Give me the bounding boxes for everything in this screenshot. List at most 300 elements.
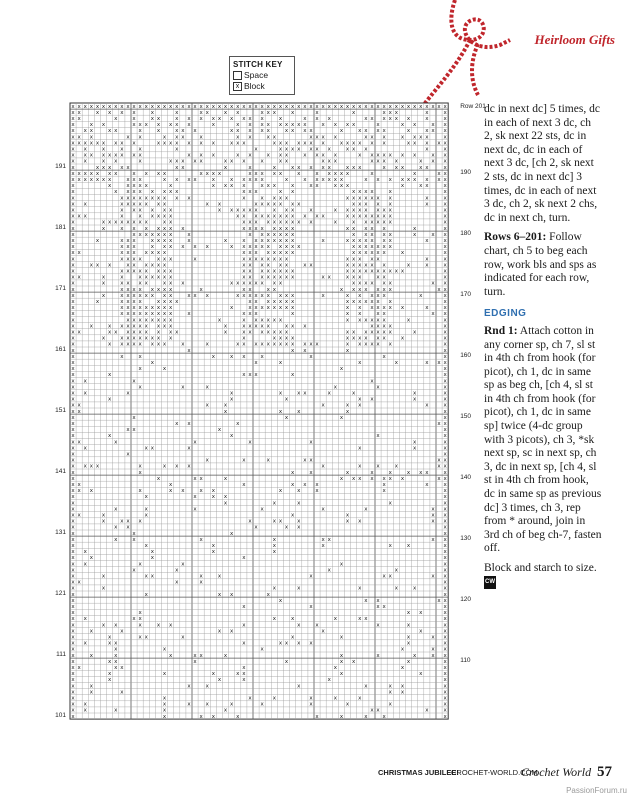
block-mark: x: [162, 311, 167, 318]
block-mark: x: [376, 622, 380, 629]
block-mark: x: [345, 347, 350, 354]
block-mark: x: [443, 616, 447, 623]
block-mark: x: [333, 207, 337, 214]
block-mark: x: [120, 689, 124, 696]
block-mark: x: [327, 158, 331, 165]
block-mark: x: [297, 640, 301, 647]
block-mark: x: [321, 402, 325, 409]
block-mark: x: [266, 109, 270, 116]
block-mark: x: [413, 652, 417, 659]
block-mark: x: [303, 122, 307, 129]
block-mark: x: [260, 195, 264, 202]
block-mark: x: [89, 128, 93, 135]
block-mark: x: [101, 622, 106, 629]
block-mark: x: [169, 274, 173, 281]
block-mark: x: [108, 372, 112, 379]
block-mark: x: [382, 140, 386, 147]
block-mark: x: [443, 530, 447, 537]
instructions-column: [484, 103, 602, 596]
block-mark: x: [370, 329, 374, 336]
block-mark: x: [120, 195, 124, 202]
block-mark: x: [162, 201, 167, 208]
block-mark: x: [132, 238, 136, 244]
block-mark: x: [199, 488, 203, 495]
block-mark: x: [114, 652, 118, 659]
block-mark: x: [260, 646, 264, 653]
block-mark: x: [132, 378, 136, 385]
block-mark: x: [120, 286, 124, 293]
block-mark: x: [71, 262, 75, 269]
block-mark: x: [443, 677, 447, 684]
block-mark: x: [406, 622, 411, 629]
block-mark: x: [260, 103, 264, 110]
block-mark: x: [358, 250, 362, 257]
block-mark: x: [284, 658, 289, 665]
block-mark: x: [223, 475, 228, 482]
block-mark: x: [138, 311, 142, 318]
block-mark: x: [364, 177, 368, 183]
block-mark: x: [242, 341, 246, 348]
block-mark: x: [114, 707, 118, 714]
block-mark: x: [382, 604, 386, 610]
block-mark: x: [370, 256, 374, 263]
block-mark: x: [126, 183, 130, 190]
block-mark: x: [230, 701, 234, 708]
block-mark: x: [132, 299, 136, 305]
block-mark: x: [77, 402, 81, 409]
block-mark: x: [162, 317, 167, 324]
row-label-left: 151: [55, 407, 66, 414]
block-mark: x: [230, 433, 234, 440]
block-mark: x: [352, 268, 356, 275]
block-mark: x: [266, 231, 270, 238]
block-mark: x: [364, 317, 368, 324]
block-mark: x: [309, 640, 313, 647]
block-mark: x: [382, 323, 386, 330]
block-mark: x: [187, 445, 191, 452]
block-mark: x: [443, 439, 447, 446]
block-mark: x: [169, 268, 173, 275]
block-mark: x: [291, 274, 295, 281]
block-mark: x: [260, 317, 264, 324]
block-mark: x: [162, 286, 167, 293]
block-mark: x: [101, 512, 106, 519]
block-mark: x: [230, 158, 234, 165]
block-mark: x: [394, 158, 398, 165]
block-mark: x: [327, 274, 331, 281]
block-mark: x: [333, 103, 337, 110]
block-mark: x: [394, 116, 398, 122]
block-mark: x: [291, 146, 295, 153]
block-mark: x: [77, 213, 81, 220]
block-mark: x: [443, 689, 447, 696]
block-mark: x: [400, 134, 405, 141]
block-mark: x: [144, 323, 148, 330]
block-mark: x: [284, 152, 289, 159]
block-mark: x: [303, 140, 307, 147]
block-mark: x: [358, 445, 362, 452]
block-mark: x: [223, 164, 228, 171]
block-mark: x: [291, 231, 295, 238]
block-mark: x: [138, 469, 142, 476]
block-mark: x: [376, 652, 380, 659]
block-mark: x: [431, 122, 435, 129]
block-mark: x: [443, 329, 447, 336]
block-mark: x: [333, 183, 337, 190]
block-mark: x: [150, 207, 154, 214]
block-mark: x: [71, 305, 75, 312]
block-mark: x: [443, 475, 447, 482]
block-mark: x: [333, 152, 337, 159]
block-mark: x: [376, 103, 380, 110]
block-mark: x: [345, 402, 350, 409]
block-mark: x: [242, 622, 246, 629]
block-mark: x: [272, 543, 276, 549]
block-mark: x: [126, 305, 130, 312]
block-mark: x: [242, 262, 246, 269]
block-mark: x: [144, 103, 148, 110]
block-mark: x: [242, 372, 246, 379]
block-mark: x: [144, 219, 148, 226]
block-mark: x: [254, 305, 258, 312]
block-mark: x: [120, 213, 124, 220]
block-mark: x: [162, 256, 167, 263]
block-mark: x: [138, 616, 142, 623]
page-footer: [0, 764, 633, 782]
block-mark: x: [144, 268, 148, 275]
block-mark: x: [138, 488, 142, 495]
block-mark: x: [71, 347, 75, 354]
block-mark: x: [364, 268, 368, 275]
block-mark: x: [71, 414, 75, 421]
block-mark: x: [315, 152, 319, 159]
block-mark: x: [309, 457, 313, 464]
block-mark: x: [370, 170, 374, 177]
block-mark: x: [156, 268, 161, 275]
block-mark: x: [413, 134, 417, 141]
block-mark: x: [382, 329, 386, 336]
block-mark: x: [223, 323, 228, 330]
block-mark: x: [138, 146, 142, 153]
block-mark: x: [266, 323, 270, 330]
block-mark: x: [376, 213, 380, 220]
block-mark: x: [83, 463, 87, 470]
block-mark: x: [193, 158, 197, 165]
block-mark: x: [71, 567, 75, 574]
block-mark: x: [126, 250, 130, 257]
block-mark: x: [71, 292, 75, 299]
block-mark: x: [71, 543, 75, 549]
block-mark: x: [388, 207, 392, 214]
block-mark: x: [95, 238, 100, 244]
block-mark: x: [376, 158, 380, 165]
block-mark: x: [205, 701, 209, 708]
block-mark: x: [406, 116, 411, 122]
block-mark: x: [254, 189, 258, 196]
block-mark: x: [77, 512, 81, 519]
block-mark: x: [425, 256, 429, 263]
block-mark: x: [303, 128, 307, 135]
block-mark: x: [425, 238, 429, 244]
block-mark: x: [77, 274, 81, 281]
block-mark: x: [211, 183, 215, 190]
block-mark: x: [120, 353, 124, 360]
block-mark: x: [345, 164, 350, 171]
section-title: Heirloom Gifts: [534, 32, 615, 47]
block-mark: x: [120, 207, 124, 214]
block-mark: x: [144, 634, 148, 641]
block-mark: x: [370, 134, 374, 141]
block-mark: x: [278, 250, 283, 257]
block-mark: x: [443, 305, 447, 312]
block-mark: x: [291, 201, 295, 208]
block-mark: x: [211, 713, 215, 720]
block-mark: x: [321, 164, 325, 171]
block-mark: x: [156, 170, 161, 177]
block-mark: x: [108, 341, 112, 348]
block-mark: x: [388, 238, 392, 244]
block-mark: x: [291, 305, 295, 312]
block-mark: x: [132, 244, 136, 251]
block-mark: x: [413, 225, 417, 232]
block-mark: x: [364, 299, 368, 305]
block-mark: x: [199, 579, 203, 586]
key-block-label: Block: [244, 81, 265, 91]
block-mark: x: [150, 109, 154, 116]
block-mark: x: [394, 109, 398, 116]
block-mark: x: [443, 378, 447, 385]
block-mark: x: [138, 622, 142, 629]
block-mark: x: [108, 329, 112, 336]
block-mark: x: [388, 189, 392, 196]
block-mark: x: [114, 116, 118, 122]
block-mark: x: [83, 378, 87, 385]
block-mark: x: [248, 323, 252, 330]
block-mark: x: [71, 445, 75, 452]
block-mark: x: [205, 292, 209, 299]
block-mark: x: [242, 158, 246, 165]
block-mark: x: [126, 103, 130, 110]
block-mark: x: [89, 177, 93, 183]
block-mark: x: [272, 183, 276, 190]
row-label-right: 140: [460, 474, 472, 482]
block-mark: x: [321, 122, 325, 129]
block-mark: x: [297, 140, 301, 147]
block-mark: x: [83, 177, 87, 183]
block-mark: x: [248, 164, 252, 171]
block-mark: x: [71, 555, 75, 562]
block-mark: x: [71, 433, 75, 440]
block-mark: x: [370, 396, 374, 403]
block-mark: x: [425, 201, 429, 208]
block-mark: x: [242, 640, 246, 647]
block-mark: x: [217, 677, 222, 684]
block-mark: x: [108, 433, 112, 440]
block-mark: x: [443, 140, 447, 147]
block-mark: x: [162, 323, 167, 330]
block-mark: x: [242, 140, 246, 147]
block-mark: x: [376, 219, 380, 226]
block-mark: x: [175, 164, 179, 171]
block-mark: x: [254, 311, 258, 318]
block-mark: x: [138, 122, 142, 129]
block-mark: x: [211, 122, 215, 129]
block-mark: x: [89, 134, 93, 141]
block-mark: x: [71, 469, 75, 476]
block-mark: x: [291, 207, 295, 214]
block-mark: x: [278, 201, 283, 208]
block-mark: x: [181, 488, 185, 495]
block-mark: x: [108, 152, 112, 159]
block-mark: x: [443, 683, 447, 690]
block-mark: x: [443, 652, 447, 659]
block-mark: x: [242, 482, 246, 488]
block-mark: x: [364, 250, 368, 257]
block-mark: x: [150, 262, 154, 269]
block-mark: x: [199, 103, 203, 110]
block-mark: x: [77, 482, 81, 488]
block-mark: x: [199, 140, 203, 147]
block-mark: x: [284, 341, 289, 348]
block-mark: x: [419, 671, 423, 678]
block-mark: x: [413, 439, 417, 446]
block-mark: x: [425, 140, 429, 147]
block-mark: x: [132, 292, 136, 299]
block-mark: x: [120, 665, 124, 671]
block-mark: x: [443, 549, 447, 556]
block-mark: x: [272, 518, 276, 525]
block-mark: x: [303, 482, 307, 488]
block-mark: x: [309, 140, 313, 147]
block-mark: x: [254, 292, 258, 299]
block-mark: x: [345, 268, 350, 275]
block-mark: x: [333, 177, 337, 183]
block-mark: x: [101, 146, 106, 153]
block-mark: x: [138, 219, 142, 226]
block-mark: x: [162, 341, 167, 348]
block-mark: x: [443, 372, 447, 379]
block-mark: x: [223, 183, 228, 190]
block-mark: x: [120, 256, 124, 263]
block-mark: x: [443, 238, 447, 244]
block-mark: x: [443, 299, 447, 305]
block-mark: x: [236, 671, 240, 678]
block-mark: x: [431, 573, 435, 580]
block-mark: x: [376, 329, 380, 336]
block-mark: x: [114, 665, 118, 671]
block-mark: x: [272, 500, 276, 507]
block-mark: x: [388, 244, 392, 251]
block-mark: x: [71, 128, 75, 135]
block-mark: x: [242, 116, 246, 122]
block-mark: x: [162, 231, 167, 238]
block-mark: x: [431, 103, 435, 110]
block-mark: x: [333, 695, 337, 702]
block-mark: x: [223, 402, 228, 409]
block-mark: x: [132, 207, 136, 214]
row-label-right: 130: [460, 535, 472, 543]
block-mark: x: [260, 122, 264, 129]
block-mark: x: [175, 177, 179, 183]
block-mark: x: [187, 103, 191, 110]
block-mark: x: [144, 183, 148, 190]
block-mark: x: [382, 116, 386, 122]
block-mark: x: [321, 177, 325, 183]
block-mark: x: [431, 652, 435, 659]
block-mark: x: [327, 103, 331, 110]
block-mark: x: [260, 353, 264, 360]
block-mark: x: [242, 604, 246, 610]
block-mark: x: [278, 335, 283, 342]
block-mark: x: [394, 164, 398, 171]
block-mark: x: [181, 164, 185, 171]
block-mark: x: [95, 177, 100, 183]
block-mark: x: [175, 463, 179, 470]
block-mark: x: [260, 116, 264, 122]
block-mark: x: [297, 201, 301, 208]
block-mark: x: [272, 274, 276, 281]
block-mark: x: [278, 305, 283, 312]
block-mark: x: [266, 268, 270, 275]
block-mark: x: [443, 658, 447, 665]
block-mark: x: [260, 158, 264, 165]
block-mark: x: [364, 195, 368, 202]
block-mark: x: [260, 109, 264, 116]
block-mark: x: [382, 158, 386, 165]
block-mark: x: [437, 457, 441, 464]
block-mark: x: [150, 103, 154, 110]
block-mark: x: [83, 103, 87, 110]
block-mark: x: [272, 286, 276, 293]
block-mark: x: [223, 103, 228, 110]
block-mark: x: [181, 561, 185, 568]
block-mark: x: [394, 463, 398, 470]
block-mark: x: [376, 597, 380, 604]
rows-text: Follow chart, ch 5 to beg each row, work bls and sps as indicated for each row, turn.: [484, 231, 597, 298]
block-mark: x: [138, 195, 142, 202]
block-mark: x: [443, 701, 447, 708]
block-mark: x: [71, 231, 75, 238]
block-mark: x: [120, 140, 124, 147]
block-mark: x: [132, 250, 136, 257]
block-mark: x: [309, 207, 313, 214]
block-mark: x: [83, 616, 87, 623]
block-mark: x: [266, 329, 270, 336]
block-mark: x: [352, 475, 356, 482]
block-mark: x: [376, 311, 380, 318]
block-mark: x: [156, 329, 161, 336]
block-mark: x: [144, 573, 148, 580]
block-mark: x: [236, 128, 240, 135]
block-mark: x: [71, 488, 75, 495]
block-mark: x: [83, 390, 87, 397]
block-mark: x: [132, 414, 136, 421]
block-mark: x: [120, 164, 124, 171]
footer-issue: CHRISTMAS JUBILEE!: [378, 768, 459, 777]
block-mark: x: [327, 390, 331, 397]
block-mark: x: [242, 268, 246, 275]
block-mark: x: [108, 183, 112, 190]
block-mark: x: [248, 268, 252, 275]
block-mark: x: [406, 103, 411, 110]
block-mark: x: [345, 146, 350, 153]
block-mark: x: [443, 665, 447, 671]
block-mark: x: [358, 585, 362, 592]
block-mark: x: [193, 103, 197, 110]
block-mark: x: [413, 390, 417, 397]
block-mark: x: [77, 408, 81, 415]
block-mark: x: [443, 518, 447, 525]
